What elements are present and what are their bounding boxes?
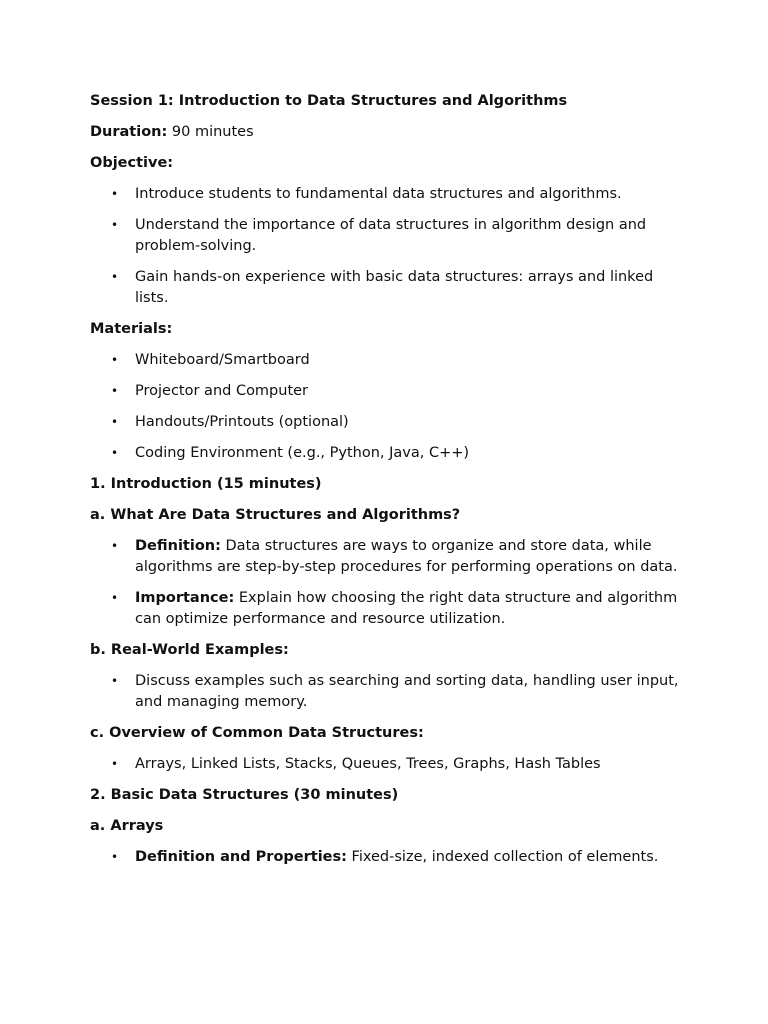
bullet-icon: • [111, 270, 119, 284]
session-title: Session 1: Introduction to Data Structures and Algorithms [90, 93, 568, 109]
definition-label: Definition: [135, 538, 221, 554]
bullet-icon: • [111, 850, 119, 864]
bullet-icon: • [111, 415, 119, 429]
bullet-icon: • [111, 384, 119, 398]
list-item [90, 536, 690, 578]
materials-item-text: Projector and Computer [135, 383, 309, 399]
bullet-icon: • [111, 446, 119, 460]
objective-heading: Objective: [90, 155, 174, 171]
objective-list [90, 184, 690, 309]
list-item [90, 215, 690, 257]
section-1c-list [90, 754, 690, 775]
materials-heading: Materials: [90, 321, 173, 337]
section-1c-heading: c. Overview of Common Data Structures: [90, 725, 424, 741]
objective-item-text: Understand the importance of data structures in algorithm design and problem-solving. [135, 217, 647, 254]
list-item [90, 184, 690, 205]
materials-item-text: Handouts/Printouts (optional) [135, 414, 349, 430]
section-1a-heading: a. What Are Data Structures and Algorithms? [90, 507, 461, 523]
list-item [90, 350, 690, 371]
definition-properties-label: Definition and Properties: [135, 849, 347, 865]
duration-line [90, 122, 690, 143]
list-item [90, 754, 690, 775]
list-item [90, 381, 690, 402]
list-item [90, 588, 690, 630]
objective-item-text: Introduce students to fundamental data structures and algorithms. [135, 186, 622, 202]
section-1-heading: 1. Introduction (15 minutes) [90, 476, 322, 492]
section-2-heading: 2. Basic Data Structures (30 minutes) [90, 787, 399, 803]
objective-item-text: Gain hands-on experience with basic data structures: arrays and linked lists. [135, 269, 654, 306]
section-1b-list [90, 671, 690, 713]
definition-text: Data structures are ways to organize and store data, while algorithms are step-by-step procedures for performing operations on data. [135, 538, 678, 575]
bullet-icon: • [111, 757, 119, 771]
materials-list [90, 350, 690, 464]
section-1b-heading: b. Real-World Examples: [90, 642, 289, 658]
bullet-icon: • [111, 353, 119, 367]
section-2a-list [90, 847, 690, 868]
bullet-icon: • [111, 187, 119, 201]
materials-item-text: Coding Environment (e.g., Python, Java, C++) [135, 445, 470, 461]
list-item [90, 267, 690, 309]
list-item [90, 847, 690, 868]
common-structures-text: Arrays, Linked Lists, Stacks, Queues, Trees, Graphs, Hash Tables [135, 756, 601, 772]
duration-label: Duration: [90, 124, 168, 140]
list-item [90, 671, 690, 713]
bullet-icon: • [111, 674, 119, 688]
duration-value: 90 minutes [167, 124, 254, 140]
definition-properties-text: Fixed-size, indexed collection of elements. [346, 849, 659, 865]
section-2a-heading: a. Arrays [90, 818, 164, 834]
bullet-icon: • [111, 539, 119, 553]
importance-label: Importance: [135, 590, 235, 606]
materials-item-text: Whiteboard/Smartboard [135, 352, 310, 368]
document-page [90, 91, 690, 878]
importance-text: Explain how choosing the right data structure and algorithm can optimize performance and resource utilization. [135, 590, 678, 627]
list-item [90, 443, 690, 464]
examples-text: Discuss examples such as searching and sorting data, handling user input, and managing memory. [135, 673, 679, 710]
bullet-icon: • [111, 591, 119, 605]
bullet-icon: • [111, 218, 119, 232]
section-1a-list [90, 536, 690, 630]
list-item [90, 412, 690, 433]
